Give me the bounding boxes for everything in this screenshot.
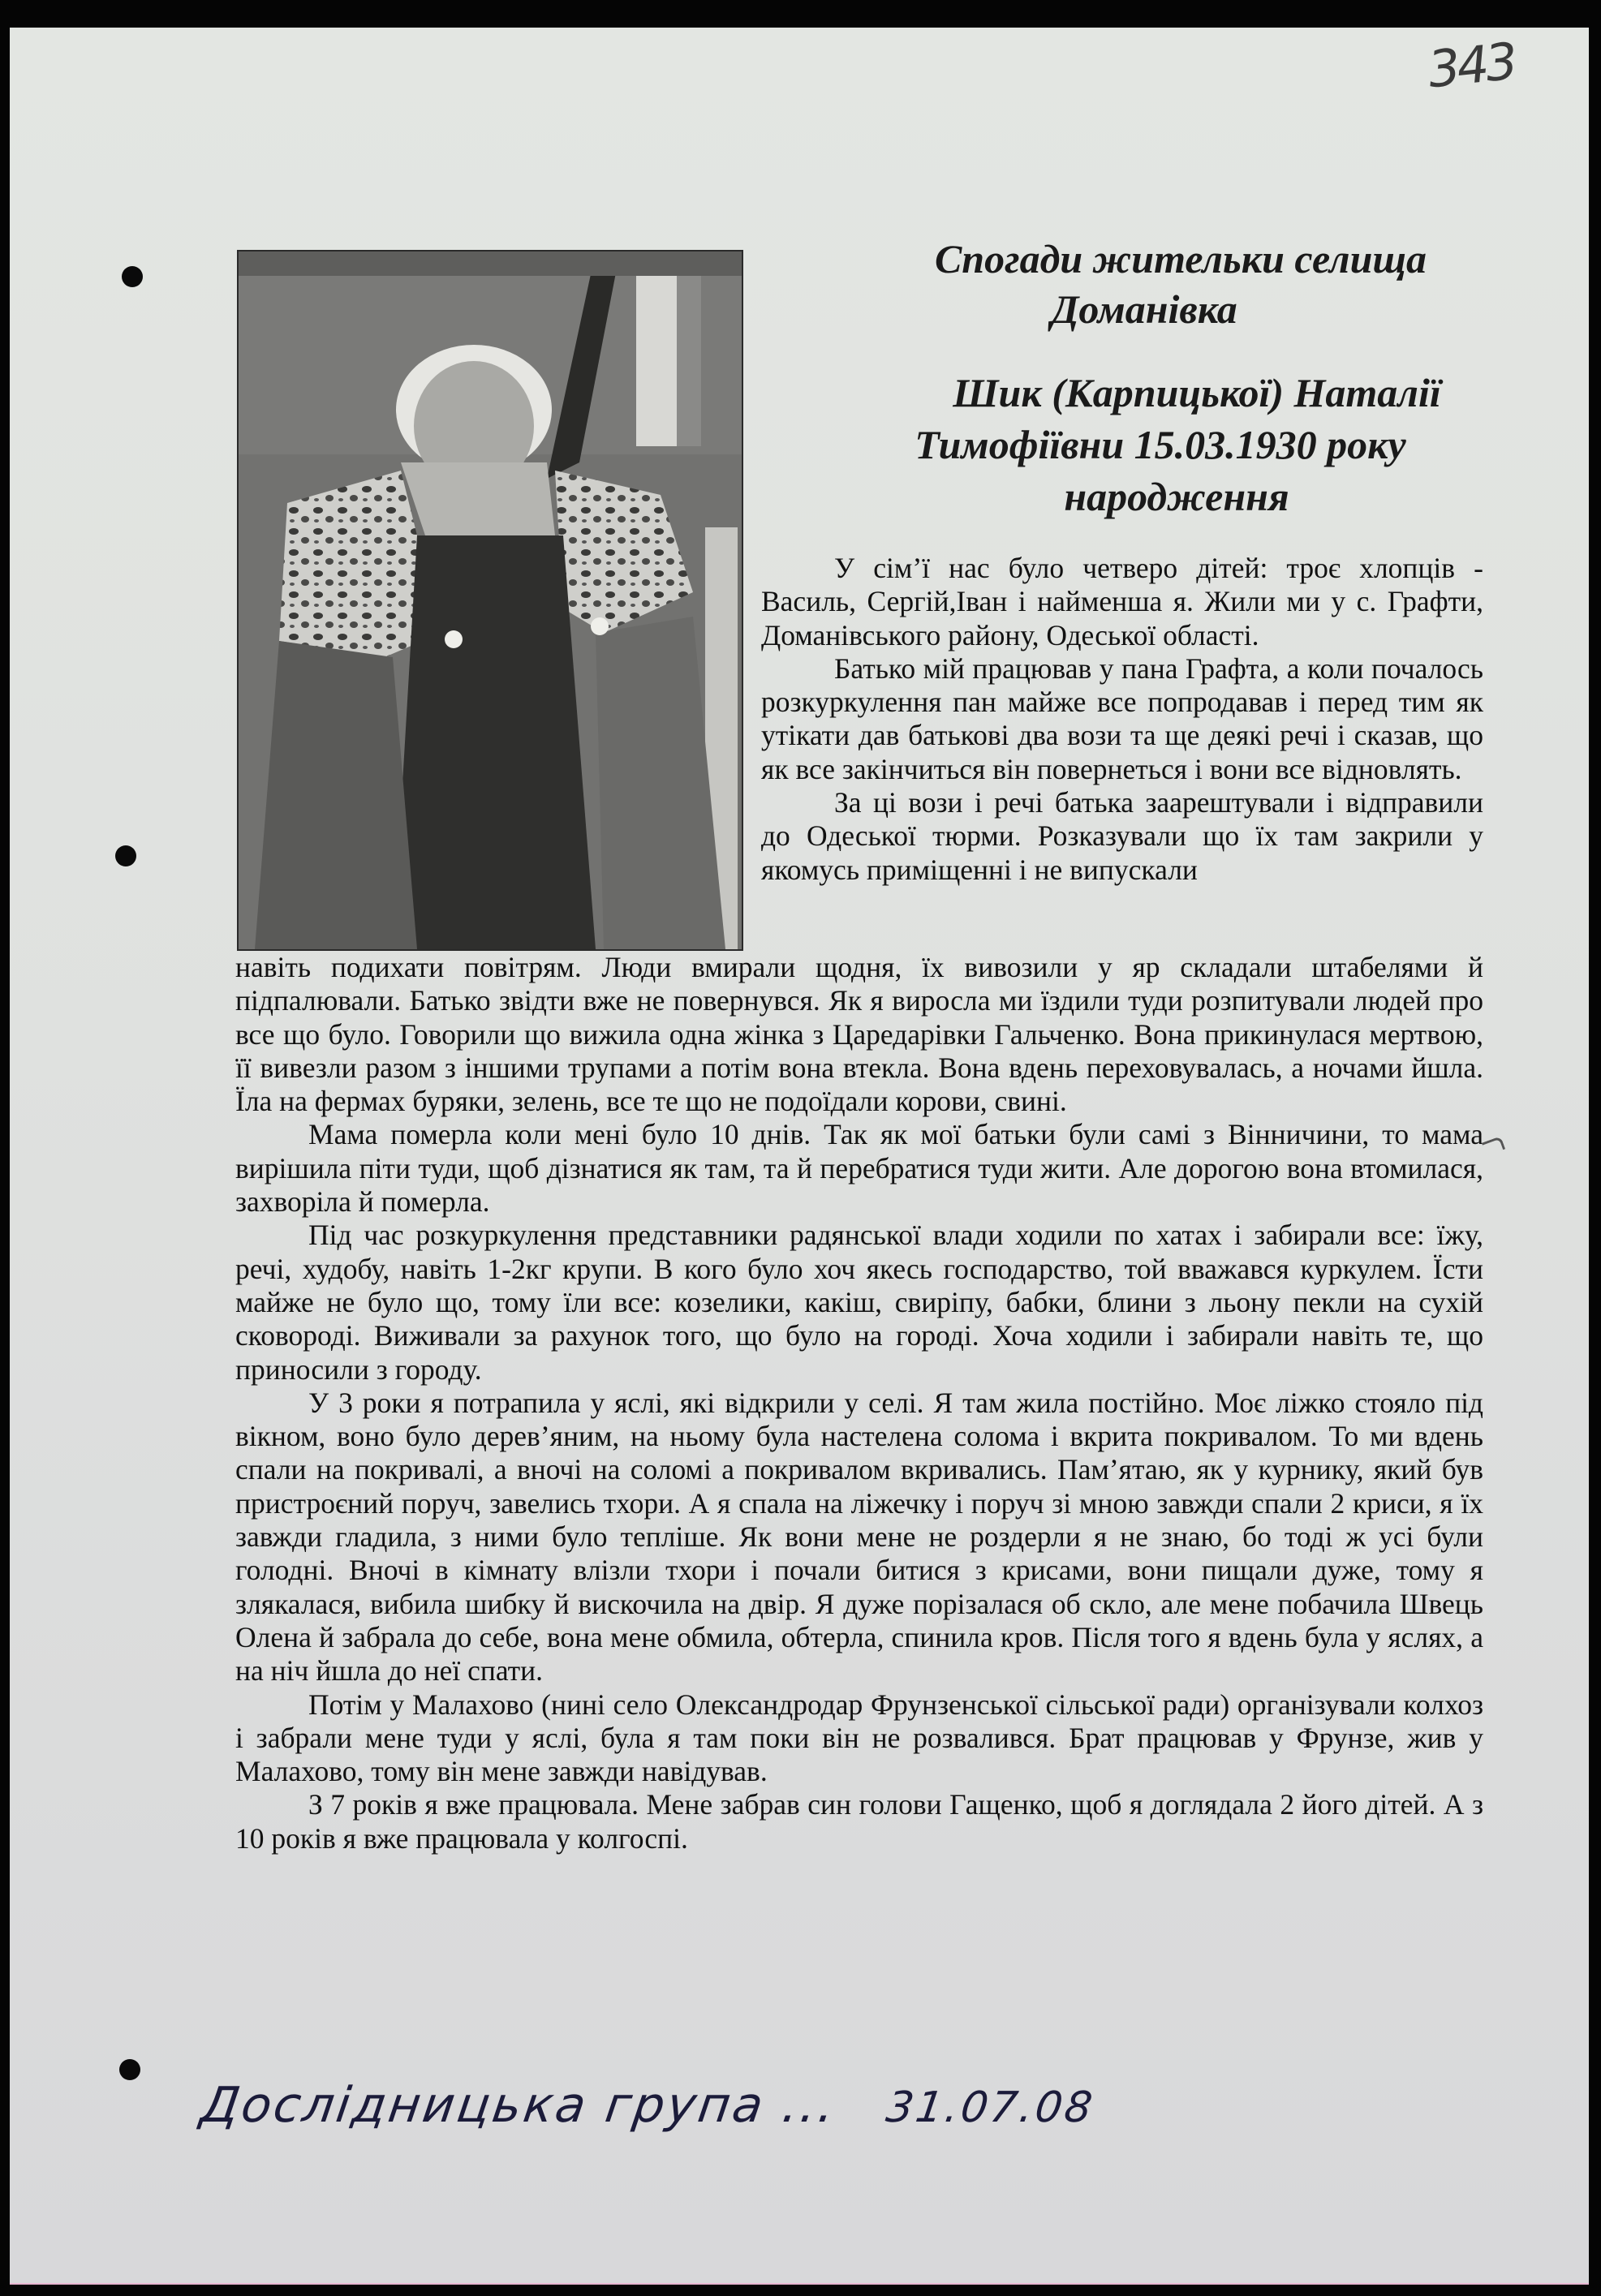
paragraph: У сім’ї нас було четверо дітей: троє хлопців - Василь, Сергій,Іван і найменша я. Жили ми у с. Графти, Доманівського району, Одеської області.	[761, 552, 1483, 651]
document-title	[852, 234, 1485, 334]
subtitle-line: народження	[1064, 474, 1289, 519]
paragraph: За ці вози і речі батька заарештували і відправили до Одеської тюрми. Розказували що їх там закрили у якомусь приміщенні і не випускали	[761, 786, 1483, 886]
paragraph: навіть подихати повітрям. Люди вмирали щодня, їх вивозили у яр складали штабелями й підпалювали. Батько звідти вже не повернувся. Як я виросла ми їздили туди розпитували людей про все що було. Говорили що вижила одна жінка з Царедарівки Гальченко. Вона прикинулася мертвою, її вивезли разом з іншими трупами а потім вона втекла. Вона вдень переховувалась, а ночами йшла. Їла на фермах буряки, зелень, все те що не подоїдали корови, свині.	[235, 951, 1483, 1118]
portrait-photo	[237, 250, 743, 951]
right-column-text	[761, 552, 1483, 887]
punch-hole	[115, 845, 136, 866]
paragraph: З 7 років я вже працювала. Мене забрав син голови Гащенко, щоб я доглядала 2 його дітей. А з 10 років я вже працювала у колгоспі.	[235, 1788, 1483, 1855]
portrait-image	[239, 252, 742, 949]
handwritten-note-date: 31.07.08	[883, 2083, 1098, 2132]
paragraph: У 3 роки я потрапила у яслі, які відкрили у селі. Я там жила постійно. Моє ліжко стояло під вікном, воно було дерев’яним, на ньому була настелена солома і вкрита покривалом. То ми вдень спали на покривалі, а вночі на соломі а покривалом вкривались. Пам’ятаю, як у курнику, який був пристроєний поруч, завелись тхори. А я спала на ліжечку і поруч зі мною завжди спали 2 криси, я їх завжди гладила, з ними було тепліше. Як вони мене не роздерли я не знаю, бо тоді ж усі були голодні. Вночі в кімнату влізли тхори і почали битися з крисами, вони пищали дуже, тому я злякалася, вибила шибку й вискочила на двір. Я дуже порізалася об скло, але мене побачила Швець Олена й забрала до себе, вона мене обмила, обтерла, спинила кров. Після того я вдень була у яслях, а на ніч йшла до неї спати.	[235, 1386, 1483, 1688]
punch-hole	[122, 266, 143, 287]
paragraph: Під час розкуркулення представники радянської влади ходили по хатах і забирали все: їжу, речі, худобу, навіть 1-2кг крупи. В кого було хоч якесь господарство, той вважався куркулем. Їсти майже не було що, тому їли все: козелики, какіш, свиріпу, бабки, блини з льону пекли на сухій сковороді. Виживали за рахунок того, що було на городі. Хоча ходили і забирали навіть те, що приносили з городу.	[235, 1219, 1483, 1386]
subtitle-line: Шик (Карпицької) Наталії	[953, 370, 1441, 415]
punch-hole	[119, 2059, 140, 2080]
title-line: Спогади жительки селища	[934, 236, 1427, 282]
document-subtitle	[844, 367, 1493, 522]
paragraph: Мама померла коли мені було 10 днів. Так як мої батьки були самі з Вінничини, то мама вирішила піти туди, щоб дізнатися як там, та й перебратися туди жити. Але дорогою вона втомилася, захворіла й померла.	[235, 1118, 1483, 1219]
paragraph: Потім у Малахово (нині село Олександродар Фрунзенської сільської ради) організували колхоз і забрали мене туди у яслі, була я там поки він не розвалився. Брат працював у Фрунзе, жив у Малахово, тому він мене завжди навідував.	[235, 1688, 1483, 1788]
full-width-text	[235, 951, 1483, 1855]
subtitle-line: Тимофіївни 15.03.1930 року	[915, 422, 1406, 467]
paragraph: Батько мій працював у пана Графта, а коли почалось розкуркулення пан майже все попродавав і перед тим як утікати дав батькові два вози та ще деякі речі і сказав, що як все закінчиться він повернеться і вони все відновлять.	[761, 651, 1483, 785]
title-line: Доманівка	[1051, 286, 1237, 332]
handwritten-note-text: Дослідницька група ...	[197, 2077, 841, 2134]
page-number: 343	[1425, 31, 1517, 100]
handwritten-note	[197, 2077, 1585, 2134]
